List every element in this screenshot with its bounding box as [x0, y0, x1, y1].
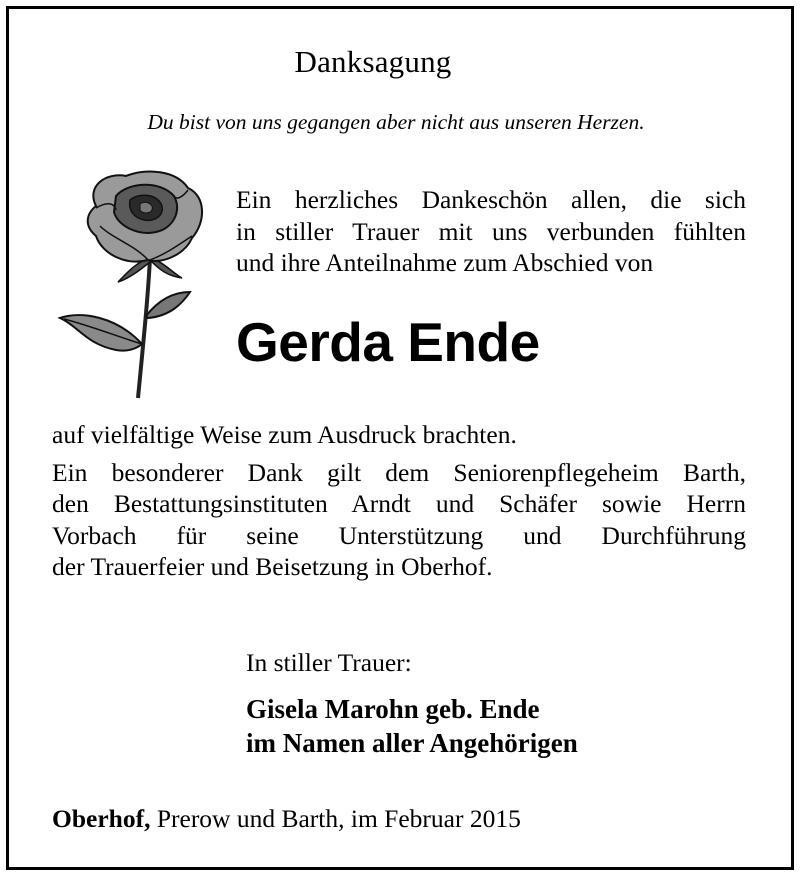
intro-paragraph — [236, 184, 746, 279]
thanks-line: Ein besonderer Dank gilt dem Seniorenpflegeheim Barth, — [52, 457, 746, 487]
signer-block — [246, 692, 578, 760]
deceased-name: Gerda Ende — [236, 311, 540, 373]
continuation-line: auf vielfältige Weise zum Ausdruck brachten. — [52, 420, 517, 449]
thanks-line: der Trauerfeier und Beisetzung in Oberhof. — [52, 552, 493, 581]
signer-line: Gisela Marohn geb. Ende — [246, 694, 540, 724]
rose-icon — [56, 166, 212, 402]
thanks-line: den Bestattungsinstituten Arndt und Schäfer sowie Herrn — [52, 489, 746, 518]
place-rest: Prerow und Barth, im Februar 2015 — [150, 804, 521, 833]
intro-line: in stiller Trauer mit uns verbunden fühlten — [236, 216, 746, 246]
signer-line: im Namen aller Angehörigen — [246, 728, 578, 758]
intro-line: Ein herzliches Dankeschön allen, die sich — [236, 185, 746, 214]
place-bold: Oberhof, — [52, 804, 151, 833]
notice-motto: Du bist von uns gegangen aber nicht aus unseren Herzen. — [147, 110, 645, 134]
place-date-line — [52, 804, 521, 834]
mourning-label: In stiller Trauer: — [246, 648, 412, 677]
notice-title: Danksagung — [294, 44, 452, 79]
thanks-paragraph — [52, 419, 746, 583]
thanks-line: Vorbach für seine Unterstützung und Durchführung — [52, 520, 746, 550]
intro-line: und ihre Anteilnahme zum Abschied von — [236, 248, 654, 277]
